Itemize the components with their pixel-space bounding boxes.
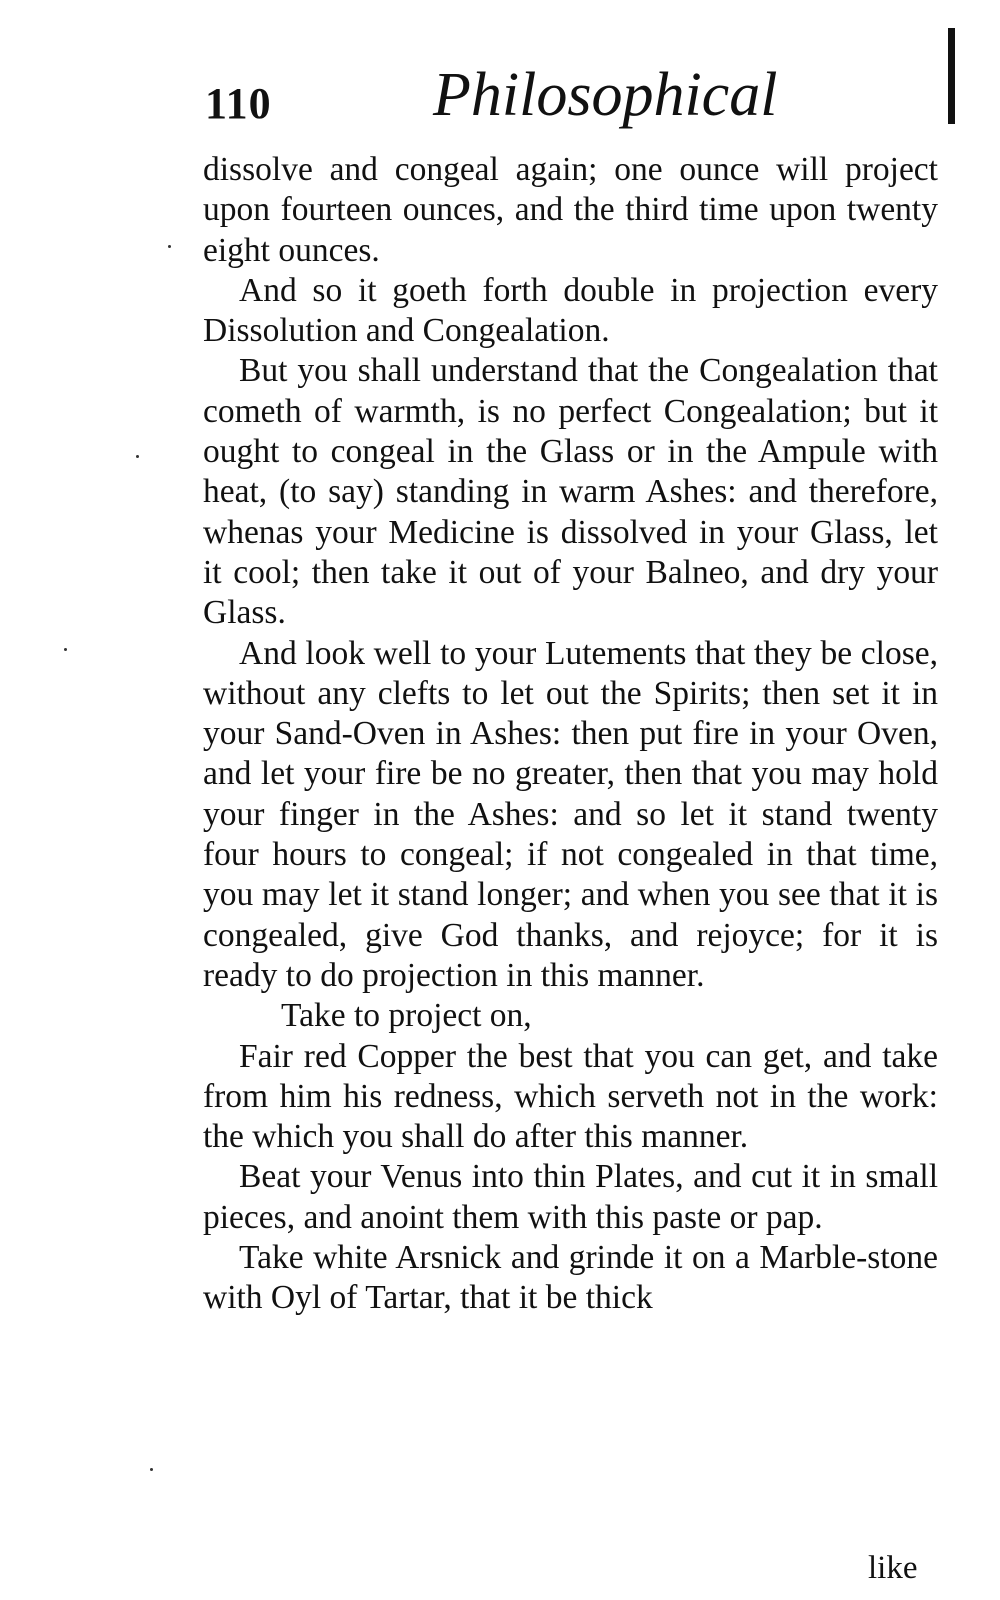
page-header — [205, 60, 778, 140]
paragraph: Fair red Copper the best that you can get, and take from him his redness, which serveth not in the work: the which you shall do after this manner. — [203, 1037, 938, 1156]
paragraph: Take white Arsnick and grinde it on a Marble-stone with Oyl of Tartar, that it be thick — [203, 1239, 938, 1317]
body-text — [203, 150, 938, 1319]
ink-speck — [64, 648, 67, 651]
paragraph: But you shall understand that the Congealation that cometh of warmth, is no perfect Congealation; but it ought to congeal in the Glass or in the Ampule with heat, (to say) standing in warm Ashes: and therefore, whenas your Medicine is dissolved in your Glass, let it cool; then take it out of your Balneo, and dry your Glass. — [203, 352, 938, 632]
paragraph: Beat your Venus into thin Plates, and cut it in small pieces, and anoint them with this paste or pap. — [203, 1158, 938, 1236]
paragraph-continued: dissolve and congeal again; one ounce will project upon fourteen ounces, and the third time upon twenty eight ounces. — [203, 151, 938, 269]
paragraph-heading: Take to project on, — [281, 997, 532, 1035]
ink-speck — [136, 455, 139, 458]
ink-speck — [168, 245, 171, 248]
ink-speck — [150, 1468, 153, 1471]
page-number: 110 — [205, 79, 272, 128]
running-head: Philosophical — [433, 61, 778, 129]
page-edge-shadow — [948, 28, 955, 124]
catchword: like — [868, 1550, 918, 1586]
paragraph: And so it goeth forth double in projection every Dissolution and Congealation. — [203, 271, 938, 350]
paragraph: And look well to your Lutements that they be close, without any clefts to let out the Spirits; then set it in your Sand-Oven in Ashes: then put fire in your Oven, and let your fire be no greater, then that you may hold your finger in the Ashes: and so let it stand twenty four hours to congeal; if not congealed in that time, you may let it stand longer; and when you see that it is congealed, give God thanks, and rejoyce; for it is ready to do projection in this manner. — [203, 634, 938, 994]
